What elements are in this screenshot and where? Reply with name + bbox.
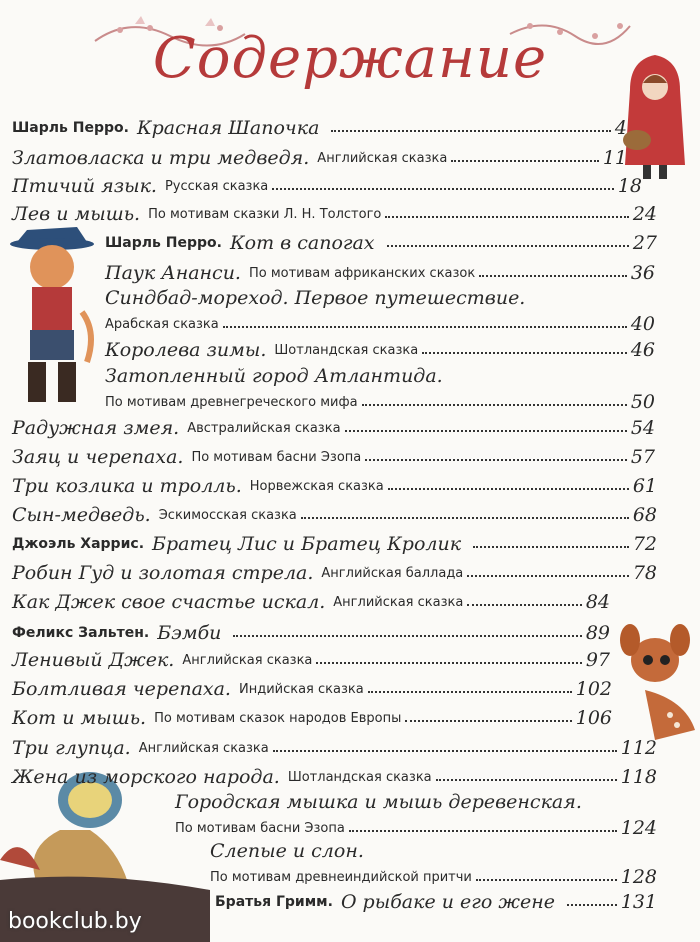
entry-page-number: 40 xyxy=(630,313,655,335)
entry-page-number: 128 xyxy=(620,866,657,888)
toc-entry[interactable] xyxy=(210,862,657,888)
entry-subtitle: Русская сказка xyxy=(164,179,269,194)
toc-entry[interactable] xyxy=(215,887,657,913)
toc-entry[interactable] xyxy=(12,529,657,555)
entry-title: Сын-медведь. xyxy=(12,504,151,526)
entry-title: Заяц и черепаха. xyxy=(12,446,184,468)
dot-leader xyxy=(272,188,614,190)
entry-subtitle: Шотландская сказка xyxy=(274,343,419,358)
entry-subtitle: Арабская сказка xyxy=(105,317,219,332)
entry-title: Три козлика и тролль. xyxy=(12,475,242,497)
entry-title: Златовласка и три медведя. xyxy=(12,147,310,169)
toc-entry[interactable] xyxy=(12,674,612,700)
entry-page-number: 18 xyxy=(617,175,642,197)
dot-leader xyxy=(362,404,627,406)
entry-subtitle: Индийская сказка xyxy=(238,682,364,697)
entry-title: Лев и мышь. xyxy=(12,203,141,225)
entry-author: Шарль Перро. xyxy=(12,120,129,136)
entry-title: Жена из морского народа. xyxy=(12,766,280,788)
entry-title[interactable]: Городская мышка и мышь деревенская. xyxy=(175,791,582,813)
entry-subtitle: По мотивам сказок народов Европы xyxy=(154,711,402,726)
toc-entry[interactable] xyxy=(12,587,610,613)
entry-title[interactable]: Затопленный город Атлантида. xyxy=(105,365,443,387)
dot-leader xyxy=(273,750,617,752)
dot-leader xyxy=(316,662,581,664)
entry-page-number: 50 xyxy=(630,391,655,413)
entry-title: Робин Гуд и золотая стрела. xyxy=(12,562,314,584)
entry-page-number: 46 xyxy=(630,339,655,361)
entry-page-number: 97 xyxy=(585,649,610,671)
entry-page-number: 4 xyxy=(614,117,627,139)
entry-title[interactable]: Синдбад-мореход. Первое путешествие. xyxy=(105,287,526,309)
dot-leader xyxy=(349,830,617,832)
entry-title: Паук Ананси. xyxy=(105,262,241,284)
dot-leader xyxy=(467,575,629,577)
dot-leader xyxy=(301,517,629,519)
entry-subtitle: По мотивам древнегреческого мифа xyxy=(105,395,358,410)
entry-page-number: 118 xyxy=(620,766,657,788)
entry-title: Кот и мышь. xyxy=(12,707,147,729)
entry-subtitle: Английская сказка xyxy=(182,653,313,668)
entry-subtitle: Австралийская сказка xyxy=(187,421,341,436)
dot-leader xyxy=(405,720,571,722)
entry-page-number: 27 xyxy=(632,232,657,254)
toc-entry[interactable] xyxy=(12,500,657,526)
entry-title: Красная Шапочка xyxy=(136,117,320,139)
entry-title: Болтливая черепаха. xyxy=(12,678,231,700)
entry-page-number: 106 xyxy=(575,707,612,729)
entry-title: Радужная змея. xyxy=(12,417,180,439)
entry-page-number: 57 xyxy=(630,446,655,468)
toc-entry[interactable] xyxy=(12,442,655,468)
dot-leader xyxy=(345,430,627,432)
entry-page-number: 131 xyxy=(620,891,657,913)
entry-page-number: 36 xyxy=(630,262,655,284)
toc-entry[interactable] xyxy=(105,387,655,413)
entry-subtitle: Шотландская сказка xyxy=(287,770,432,785)
entry-title: Королева зимы. xyxy=(105,339,267,361)
entry-title: Ленивый Джек. xyxy=(12,649,175,671)
toc-entry[interactable] xyxy=(12,645,610,671)
toc-entry[interactable] xyxy=(12,171,642,197)
entry-title: Братец Лис и Братец Кролик xyxy=(152,533,462,555)
toc-entry[interactable] xyxy=(105,335,655,361)
entry-author: Братья Гримм. xyxy=(215,894,333,910)
toc-entry[interactable] xyxy=(12,733,657,759)
entry-subtitle: По мотивам сказки Л. Н. Толстого xyxy=(148,207,382,222)
entry-title[interactable]: Слепые и слон. xyxy=(210,840,364,862)
entry-page-number: 84 xyxy=(585,591,610,613)
page-title: Содержание xyxy=(152,26,548,91)
entry-page-number: 89 xyxy=(585,622,610,644)
toc-entry[interactable] xyxy=(12,558,657,584)
entry-subtitle: По мотивам древнеиндийской притчи xyxy=(210,870,472,885)
entry-title: Как Джек свое счастье искал. xyxy=(12,591,326,613)
entry-author: Феликс Зальтен. xyxy=(12,625,150,641)
toc-entry[interactable] xyxy=(12,703,612,729)
entry-subtitle: По мотивам басни Эзопа xyxy=(191,450,362,465)
dot-leader xyxy=(365,459,627,461)
dot-leader xyxy=(233,635,581,637)
toc-entry[interactable] xyxy=(175,813,657,839)
watermark: bookclub.by xyxy=(8,909,142,934)
toc-entry[interactable] xyxy=(12,199,657,225)
toc-entry[interactable] xyxy=(12,762,657,788)
toc-entry[interactable] xyxy=(105,258,655,284)
entry-page-number: 61 xyxy=(632,475,657,497)
dot-leader xyxy=(331,130,610,132)
dot-leader xyxy=(388,488,629,490)
dot-leader xyxy=(476,879,617,881)
toc-entry[interactable] xyxy=(12,113,627,139)
dot-leader xyxy=(467,604,581,606)
dot-leader xyxy=(473,546,629,548)
entry-subtitle: Эскимосская сказка xyxy=(158,508,297,523)
dot-leader xyxy=(385,216,628,218)
dot-leader xyxy=(436,779,617,781)
entry-page-number: 102 xyxy=(575,678,612,700)
toc-entry[interactable] xyxy=(105,228,657,254)
entry-title: Бэмби xyxy=(157,622,222,644)
entry-subtitle: Английская сказка xyxy=(333,595,464,610)
toc-entry[interactable] xyxy=(12,413,655,439)
entry-page-number: 112 xyxy=(620,737,657,759)
entry-title: Кот в сапогах xyxy=(229,232,375,254)
entry-page-number: 11 xyxy=(602,147,627,169)
entry-page-number: 24 xyxy=(632,203,657,225)
toc-entry[interactable] xyxy=(105,309,655,335)
entry-page-number: 78 xyxy=(632,562,657,584)
entry-subtitle: Английская сказка xyxy=(138,741,269,756)
dot-leader xyxy=(567,904,617,906)
entry-author: Шарль Перро. xyxy=(105,235,222,251)
dot-leader xyxy=(223,326,627,328)
dot-leader xyxy=(368,691,572,693)
dot-leader xyxy=(387,245,629,247)
toc-entry[interactable] xyxy=(12,618,610,644)
entry-subtitle: По мотивам басни Эзопа xyxy=(175,821,345,836)
entry-page-number: 72 xyxy=(632,533,657,555)
dot-leader xyxy=(479,275,627,277)
entry-page-number: 124 xyxy=(620,817,657,839)
entry-title: Три глупца. xyxy=(12,737,131,759)
entry-subtitle: Норвежская сказка xyxy=(249,479,384,494)
entry-title: О рыбаке и его жене xyxy=(340,891,555,913)
entry-page-number: 68 xyxy=(632,504,657,526)
entry-subtitle: Английская сказка xyxy=(317,151,448,166)
dot-leader xyxy=(451,160,598,162)
entry-subtitle: По мотивам африканских сказок xyxy=(248,266,476,281)
toc-entry[interactable] xyxy=(12,143,627,169)
entry-page-number: 54 xyxy=(630,417,655,439)
entry-author: Джоэль Харрис. xyxy=(12,536,145,552)
entry-title: Птичий язык. xyxy=(12,175,157,197)
toc-entry[interactable] xyxy=(12,471,657,497)
entry-subtitle: Английская баллада xyxy=(321,566,464,581)
dot-leader xyxy=(422,352,627,354)
